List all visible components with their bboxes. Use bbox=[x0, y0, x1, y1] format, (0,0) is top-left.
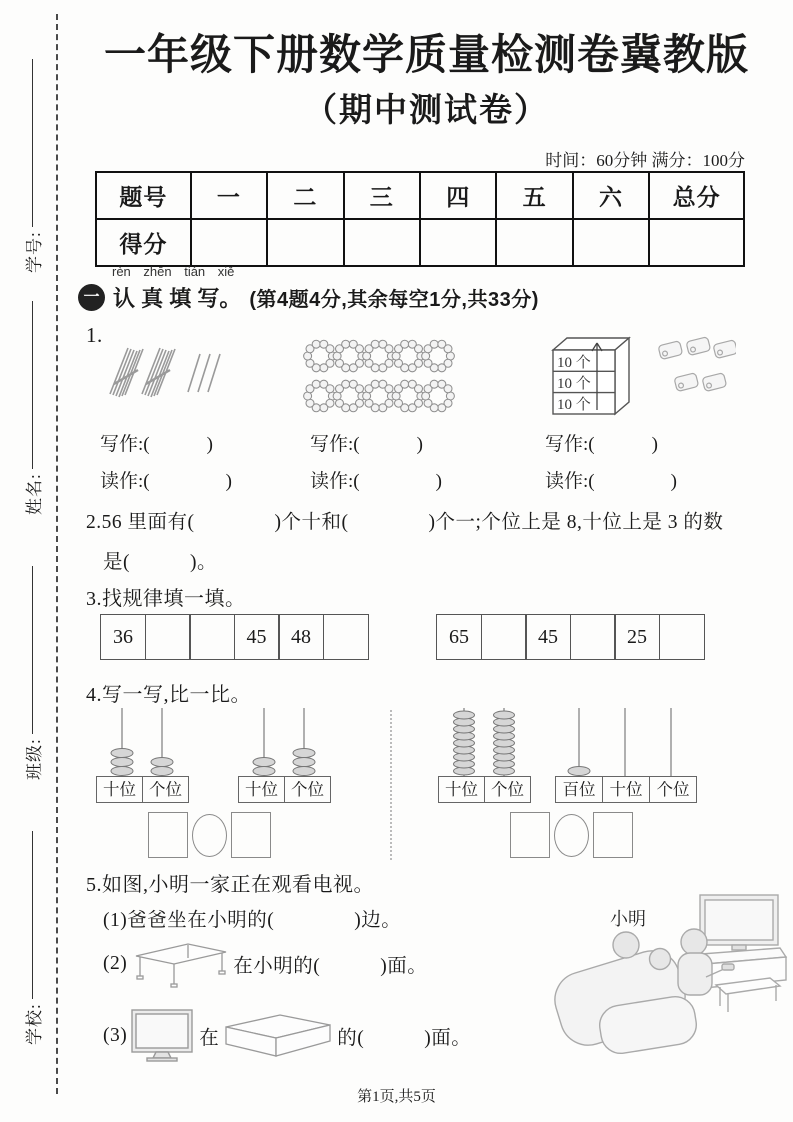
score-value-row bbox=[96, 219, 744, 266]
score-header-cell: 四 bbox=[420, 172, 496, 219]
q3-label: 3.找规律填一填。 bbox=[86, 588, 246, 610]
strip-cell bbox=[481, 614, 527, 660]
q5-item3-prefix: (3) bbox=[103, 1025, 128, 1046]
place-label: 十位 bbox=[438, 776, 485, 803]
page-subtitle: （期中测试卷） bbox=[304, 93, 549, 129]
seal-write-line bbox=[32, 59, 33, 227]
table-picture bbox=[130, 940, 230, 988]
strip-cell: 45 bbox=[234, 614, 280, 660]
seal-field-label: 姓名: bbox=[24, 473, 44, 515]
place-labels bbox=[555, 776, 697, 803]
seal-field-name bbox=[17, 299, 47, 515]
q5-item2-suffix: 在小明的( )面。 bbox=[233, 956, 428, 977]
score-header-cell: 三 bbox=[344, 172, 420, 219]
score-header-cell: 二 bbox=[267, 172, 343, 219]
strip-cell: 45 bbox=[525, 614, 571, 660]
box-ten-label: 10 个 bbox=[557, 397, 591, 413]
xiaoming-label: 小明 bbox=[610, 909, 646, 929]
place-label: 个位 bbox=[484, 776, 531, 803]
abacus-rods bbox=[438, 706, 530, 776]
seal-write-line bbox=[32, 831, 33, 999]
exam-time-score-meta: 时间：60分钟 满分：100分 bbox=[545, 151, 745, 170]
abacus-100 bbox=[555, 706, 697, 803]
score-blank-cell bbox=[344, 219, 420, 266]
cabinet-picture bbox=[222, 1011, 334, 1061]
section-points-note: (第4题4分,其余每空1分,共33分) bbox=[249, 289, 539, 311]
read-as-blank: 读作:( ) bbox=[310, 471, 442, 492]
compare-box bbox=[148, 812, 188, 858]
q5-item2 bbox=[103, 940, 427, 988]
sticks-bundles-picture bbox=[106, 340, 224, 406]
score-table bbox=[95, 171, 745, 267]
write-as-blank: 写作:( ) bbox=[100, 434, 213, 455]
strip-cell bbox=[659, 614, 705, 660]
place-labels bbox=[96, 776, 189, 803]
box-ten-label: 10 个 bbox=[557, 376, 591, 392]
person-head bbox=[650, 949, 671, 970]
place-label: 个位 bbox=[649, 776, 697, 803]
score-row-label: 得分 bbox=[96, 219, 191, 266]
page-title: 一年级下册数学质量检测卷冀教版 bbox=[103, 33, 749, 79]
place-labels bbox=[438, 776, 531, 803]
person-head bbox=[613, 932, 639, 958]
section-number-icon: 一 bbox=[78, 284, 105, 311]
sharpeners-picture bbox=[652, 334, 736, 408]
bead-wreaths-picture bbox=[300, 332, 458, 420]
seal-write-line bbox=[32, 301, 33, 469]
strip-cell bbox=[189, 614, 235, 660]
q3-number-strip-2 bbox=[436, 614, 705, 660]
compare-box bbox=[231, 812, 271, 858]
q5-item2-prefix: (2) bbox=[103, 953, 128, 974]
score-blank-cell bbox=[573, 219, 649, 266]
seal-write-line bbox=[32, 566, 33, 734]
q4-compare-group-1 bbox=[148, 812, 271, 858]
q1-answer-group bbox=[310, 426, 442, 500]
q2-line1: 2.56 里面有( )个十和( )个一;个位上是 8,十位上是 3 的数 bbox=[86, 512, 724, 533]
compare-box bbox=[593, 812, 633, 858]
score-header-cell: 总分 bbox=[649, 172, 744, 219]
section-header bbox=[78, 282, 539, 313]
q1-number: 1. bbox=[86, 323, 103, 347]
abacus-23 bbox=[238, 706, 331, 803]
place-label: 十位 bbox=[238, 776, 285, 803]
place-labels bbox=[238, 776, 331, 803]
score-blank-cell bbox=[267, 219, 343, 266]
strip-cell: 36 bbox=[100, 614, 146, 660]
boxes-of-ten-picture bbox=[545, 330, 637, 418]
score-blank-cell bbox=[496, 219, 572, 266]
box-ten-label: 10 个 bbox=[557, 355, 591, 371]
score-blank-cell bbox=[649, 219, 744, 266]
abacus-rods bbox=[238, 706, 330, 776]
write-as-blank: 写作:( ) bbox=[545, 434, 658, 455]
abacus-99 bbox=[438, 706, 531, 803]
q4-dotted-divider bbox=[390, 710, 392, 860]
abacus-32 bbox=[96, 706, 189, 803]
section-pinyin: rèn zhēn tián xiě bbox=[112, 264, 235, 279]
stick-bundle bbox=[142, 348, 175, 397]
remote-control bbox=[722, 964, 734, 970]
read-as-blank: 读作:( ) bbox=[545, 471, 677, 492]
abacus-rods bbox=[555, 706, 695, 776]
q5-item3-suffix: 的( )面。 bbox=[337, 1028, 472, 1049]
score-blank-cell bbox=[420, 219, 496, 266]
place-label: 个位 bbox=[284, 776, 331, 803]
strip-cell bbox=[570, 614, 616, 660]
q4-label: 4.写一写,比一比。 bbox=[86, 684, 251, 706]
place-label: 百位 bbox=[555, 776, 603, 803]
seal-field-student-id bbox=[17, 57, 47, 273]
place-label: 十位 bbox=[96, 776, 143, 803]
compare-box bbox=[510, 812, 550, 858]
score-header-cell: 六 bbox=[573, 172, 649, 219]
abacus-rods bbox=[96, 706, 188, 776]
page-footer: 第1页,共5页 bbox=[357, 1089, 436, 1105]
q5-item3-middle: 在 bbox=[199, 1028, 220, 1049]
q5-item3 bbox=[103, 1008, 471, 1064]
q4-compare-group-2 bbox=[510, 812, 633, 858]
q3-number-strip-1 bbox=[100, 614, 369, 660]
q5-label: 5.如图,小明一家正在观看电视。 bbox=[86, 874, 374, 896]
q1-answer-group bbox=[545, 426, 677, 500]
place-label: 个位 bbox=[142, 776, 189, 803]
score-header-row bbox=[96, 172, 744, 219]
person-body bbox=[678, 953, 712, 995]
seal-field-label: 班级: bbox=[24, 738, 44, 780]
seal-field-school bbox=[17, 829, 47, 1045]
seal-dashed-line bbox=[56, 14, 58, 1094]
score-header-cell: 题号 bbox=[96, 172, 191, 219]
read-as-blank: 读作:( ) bbox=[100, 471, 232, 492]
strip-cell bbox=[145, 614, 191, 660]
q2-line2: 是( )。 bbox=[103, 552, 217, 573]
stick-bundle bbox=[110, 348, 143, 397]
q5-item1: (1)爸爸坐在小明的( )边。 bbox=[103, 910, 402, 931]
tv-picture bbox=[130, 1008, 196, 1064]
place-label: 十位 bbox=[602, 776, 650, 803]
person-head bbox=[681, 929, 707, 955]
strip-cell: 25 bbox=[614, 614, 660, 660]
compare-circle bbox=[192, 814, 227, 857]
seal-field-class bbox=[17, 564, 47, 780]
seal-field-label: 学号: bbox=[24, 231, 44, 273]
seal-field-label: 学校: bbox=[24, 1003, 44, 1045]
score-blank-cell bbox=[191, 219, 267, 266]
loose-sticks bbox=[188, 354, 220, 392]
compare-circle bbox=[554, 814, 589, 857]
strip-cell bbox=[323, 614, 369, 660]
write-as-blank: 写作:( ) bbox=[310, 434, 423, 455]
section-title: 认 真 填 写。 bbox=[113, 286, 242, 311]
q1-answer-group bbox=[100, 426, 232, 500]
score-header-cell: 一 bbox=[191, 172, 267, 219]
strip-cell: 65 bbox=[436, 614, 482, 660]
family-watching-tv-illustration bbox=[548, 885, 788, 1063]
score-header-cell: 五 bbox=[496, 172, 572, 219]
strip-cell: 48 bbox=[278, 614, 324, 660]
